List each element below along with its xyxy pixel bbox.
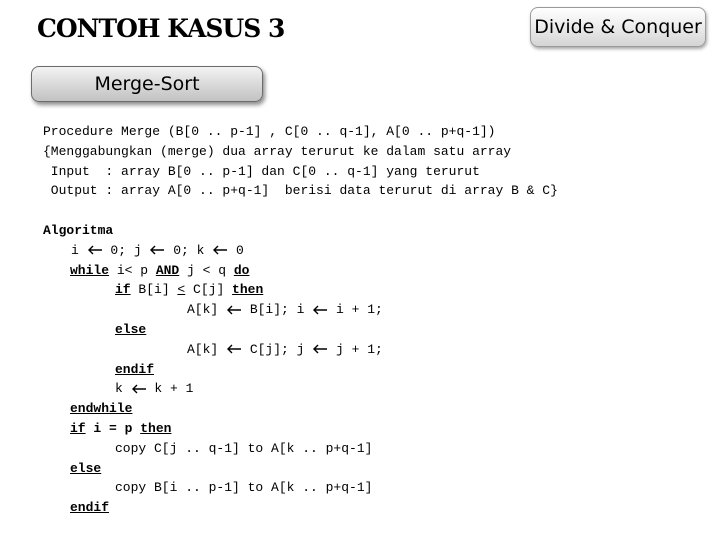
do-keyword: do xyxy=(233,262,250,278)
endif-keyword: endif xyxy=(70,500,110,516)
while-line: while i< p AND j < q do xyxy=(70,262,250,278)
then-keyword: then xyxy=(140,420,172,436)
assign-c-line: A[k] C[j]; j j + 1; xyxy=(187,341,383,357)
procedure-input: Input : array B[0 .. p-1] dan C[0 .. q-1] yang terurut xyxy=(43,163,480,179)
if-keyword: if xyxy=(70,420,86,436)
left-arrow-icon xyxy=(226,305,242,315)
left-arrow-icon xyxy=(131,384,147,394)
if-keyword: if xyxy=(115,282,131,298)
copy-b-line: copy B[i .. p-1] to A[k .. p+q-1] xyxy=(115,480,373,496)
if-line: if B[i] < C[j] then xyxy=(115,282,264,298)
procedure-signature: Procedure Merge (B[0 .. p-1] , C[0 .. q-1], A[0 .. p+q-1]) xyxy=(43,124,496,139)
section-label: Merge-Sort xyxy=(31,66,263,102)
endif-keyword: endif xyxy=(115,361,155,377)
endwhile-line xyxy=(43,399,558,419)
else-line xyxy=(43,320,558,340)
left-arrow-icon xyxy=(149,245,165,255)
slide-title: CONTOH KASUS 3 xyxy=(37,14,285,43)
le-operator: < xyxy=(177,282,186,298)
if-i-eq-p-line: if i = p then xyxy=(70,420,172,436)
procedure-comment: {Menggabungkan (merge) dua array terurut ke dalam satu array xyxy=(43,143,512,159)
topic-badge: Divide & Conquer xyxy=(530,7,706,47)
left-arrow-icon xyxy=(312,305,328,315)
and-keyword: AND xyxy=(155,262,180,278)
pseudocode-block xyxy=(43,122,558,518)
assign-b-line: A[k] B[i]; i i + 1; xyxy=(187,302,383,318)
algorithm-heading: Algoritma xyxy=(43,222,114,238)
endif-line xyxy=(43,360,558,380)
else-line xyxy=(43,459,558,479)
init-line: i 0; j 0; k 0 xyxy=(71,242,244,258)
left-arrow-icon xyxy=(212,245,228,255)
copy-c-line: copy C[j .. q-1] to A[k .. p+q-1] xyxy=(115,440,373,456)
procedure-output: Output : array A[0 .. p+q-1] berisi data terurut di array B & C} xyxy=(43,183,558,199)
else-keyword: else xyxy=(115,321,147,337)
left-arrow-icon xyxy=(87,245,103,255)
endwhile-keyword: endwhile xyxy=(70,401,133,417)
then-keyword: then xyxy=(232,282,264,298)
else-keyword: else xyxy=(70,460,102,476)
left-arrow-icon xyxy=(312,344,328,354)
left-arrow-icon xyxy=(226,344,242,354)
endif-line xyxy=(43,498,558,518)
increment-k-line: k k + 1 xyxy=(115,381,194,397)
while-keyword: while xyxy=(70,262,110,278)
